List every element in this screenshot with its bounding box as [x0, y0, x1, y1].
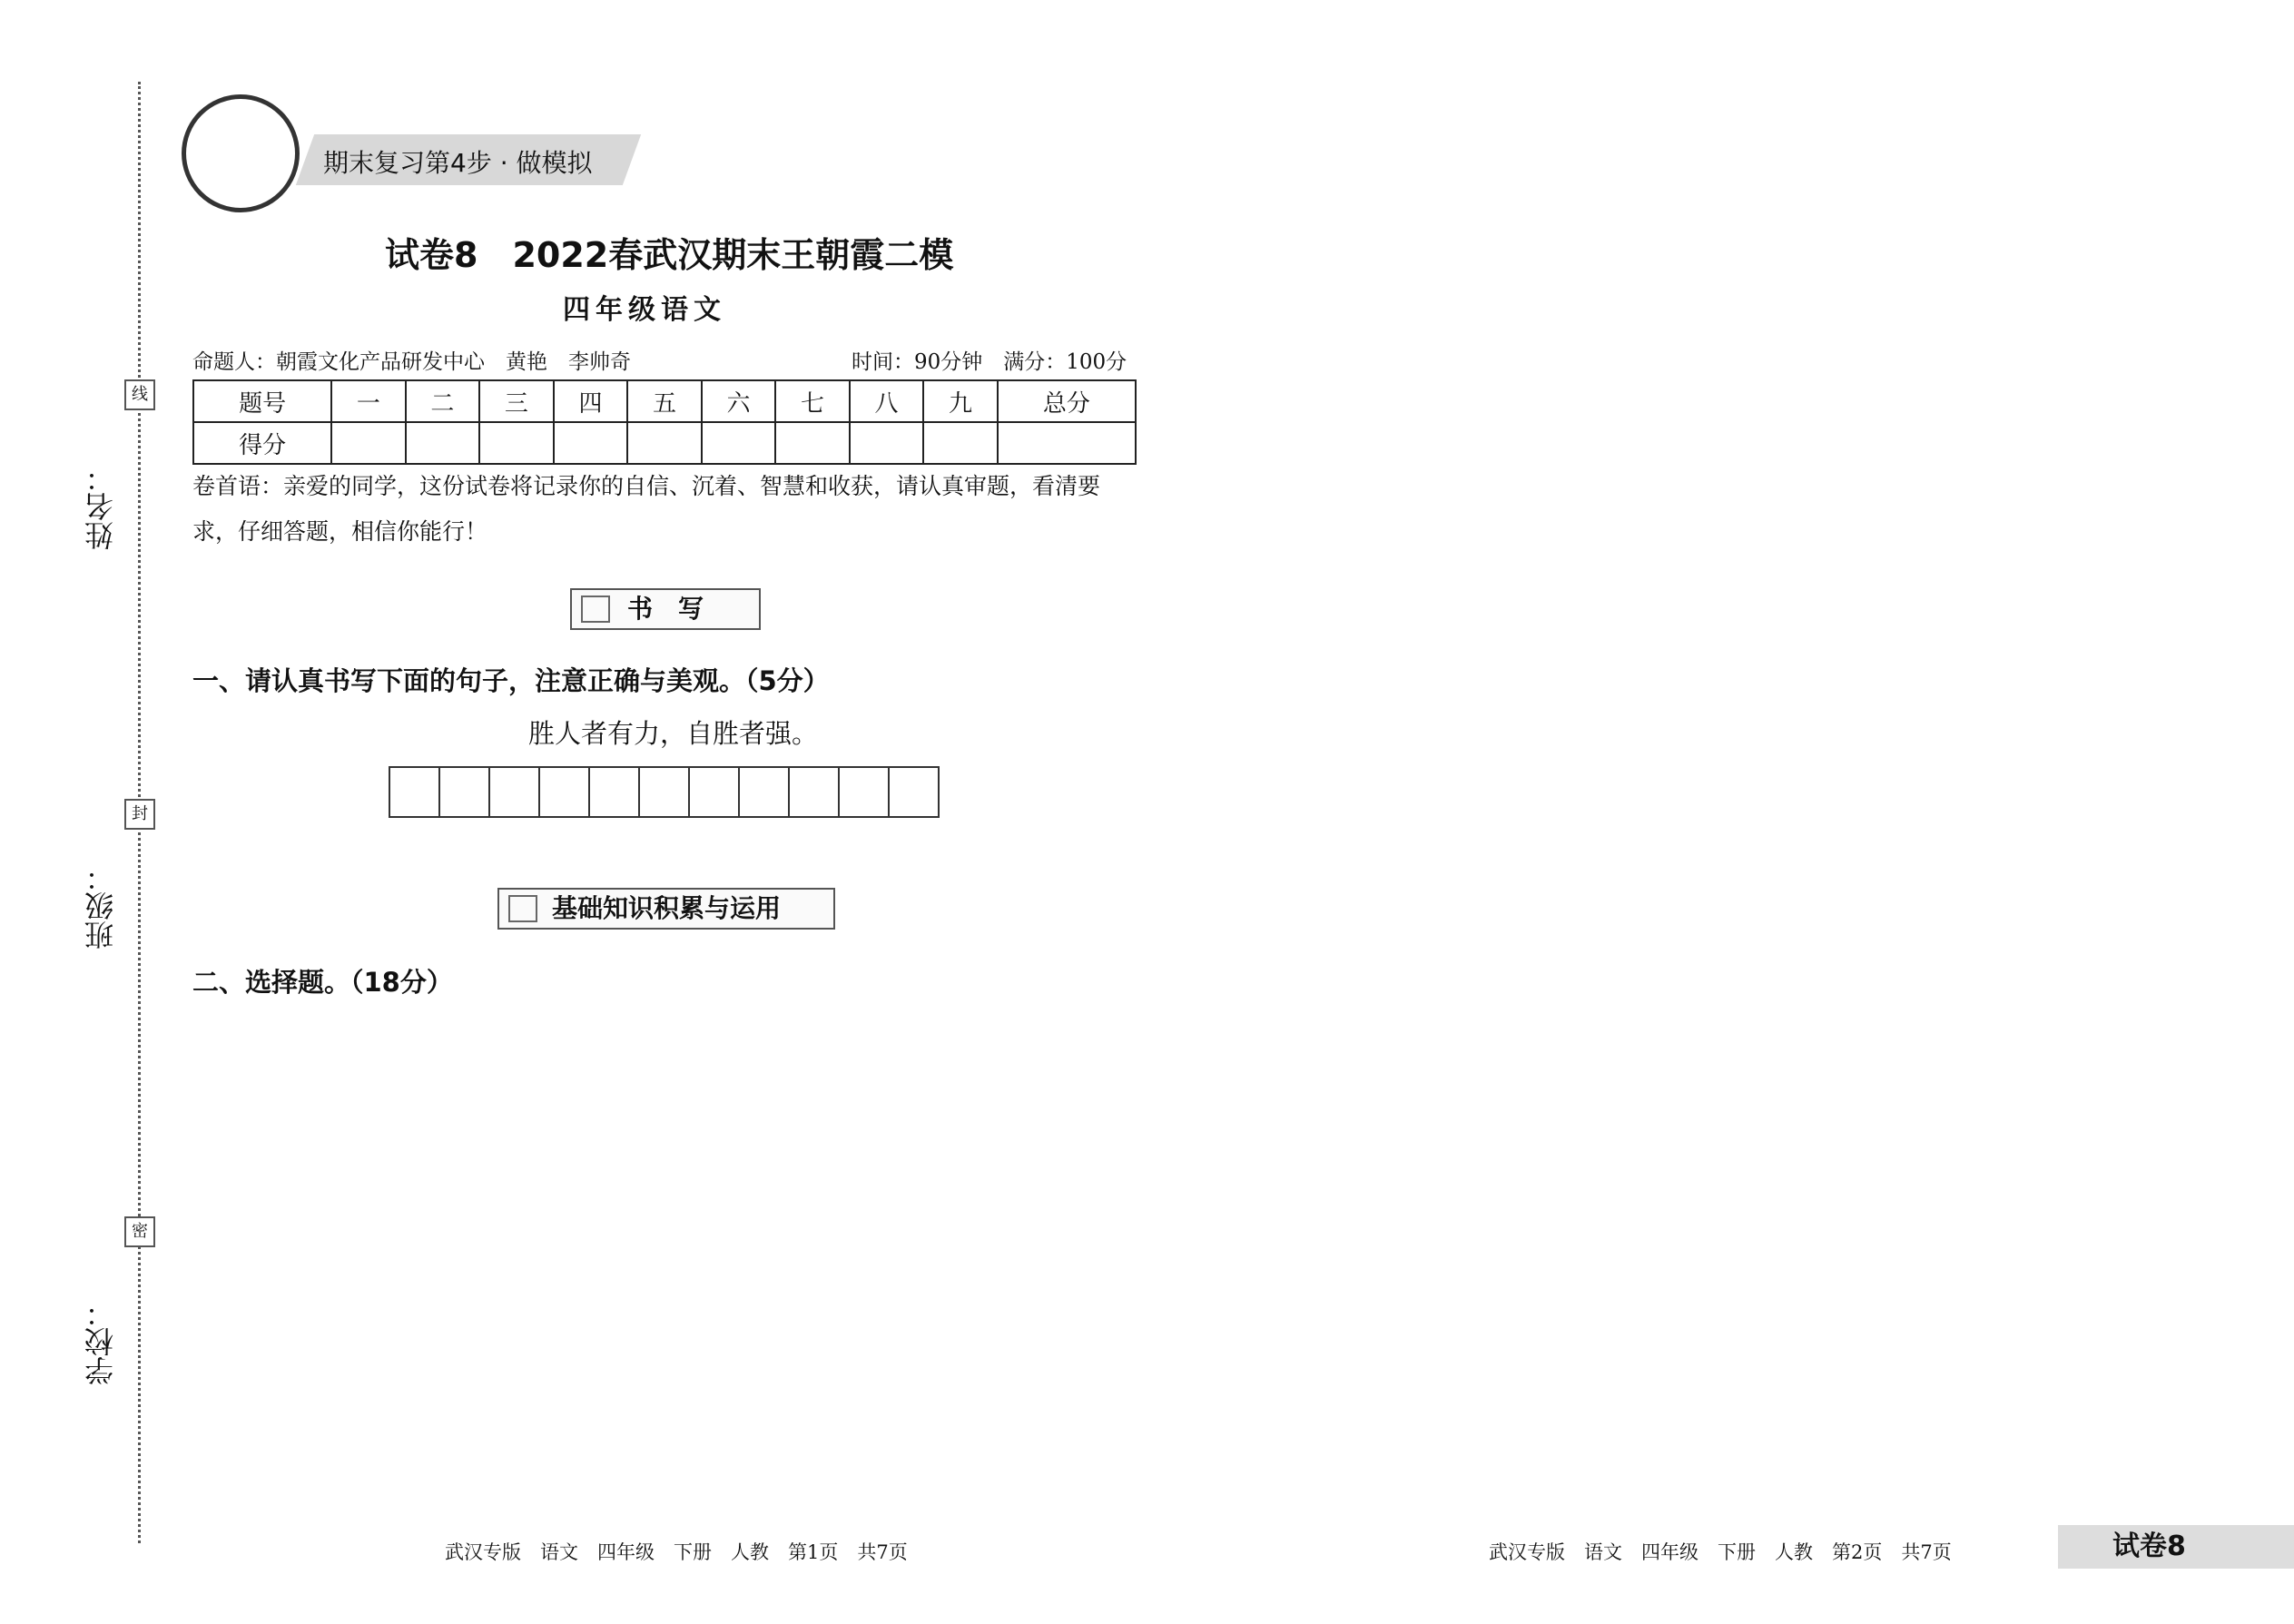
score-table	[192, 379, 1137, 465]
preface-line1: 卷首语：亲爱的同学，这份试卷将记录你的自信、沉着、智慧和收获，请认真审题，看清要	[192, 473, 1101, 499]
score-col: 总分	[998, 380, 1136, 422]
q2-title: 二、选择题。（18分）	[192, 967, 453, 998]
q1-sentence: 胜人者有力，自胜者强。	[528, 718, 819, 749]
score-cell[interactable]	[850, 422, 924, 464]
pen-icon	[581, 595, 610, 623]
score-col: 七	[775, 380, 850, 422]
score-col: 八	[850, 380, 924, 422]
cut-label-mi: 密	[124, 1216, 155, 1247]
page-title: 试卷8 2022春武汉期末王朝霞二模	[385, 235, 954, 275]
brand-logo	[182, 94, 300, 212]
section-writing-label: 书 写	[626, 594, 704, 624]
score-row-label: 得分	[193, 422, 331, 464]
authors-info: 命题人：朝霞文化产品研发中心 黄艳 李帅奇	[192, 350, 631, 374]
score-cell[interactable]	[331, 422, 406, 464]
score-cell[interactable]	[406, 422, 480, 464]
section-basics	[497, 888, 835, 930]
class-label: 班级：	[84, 862, 118, 950]
score-col: 五	[627, 380, 702, 422]
name-label: 姓名：	[84, 463, 118, 550]
footer-left: 武汉专版 语文 四年级 下册 人教 第1页 共7页	[445, 1541, 908, 1563]
footer-right: 武汉专版 语文 四年级 下册 人教 第2页 共7页	[1489, 1541, 1952, 1563]
score-col: 四	[554, 380, 628, 422]
score-cell[interactable]	[554, 422, 628, 464]
score-col: 九	[923, 380, 998, 422]
cut-label-feng: 封	[124, 799, 155, 830]
step-text: 期末复习第4步 · 做模拟	[323, 148, 593, 178]
score-col: 三	[479, 380, 554, 422]
preface-line2: 求，仔细答题，相信你能行！	[192, 518, 488, 545]
score-col: 一	[331, 380, 406, 422]
score-cell[interactable]	[479, 422, 554, 464]
time-info: 时间：90分钟 满分：100分	[852, 350, 1127, 374]
score-cell[interactable]	[627, 422, 702, 464]
school-label: 学校：	[84, 1298, 118, 1385]
score-cell[interactable]	[998, 422, 1136, 464]
score-cell[interactable]	[775, 422, 850, 464]
writing-grid[interactable]	[390, 766, 940, 818]
score-header: 题号	[193, 380, 331, 422]
page-subtitle: 四年级语文	[563, 294, 726, 326]
section-basics-label: 基础知识积累与运用	[551, 893, 781, 923]
book-icon	[508, 895, 537, 922]
score-col: 二	[406, 380, 480, 422]
score-cell[interactable]	[923, 422, 998, 464]
q1-title: 一、请认真书写下面的句子，注意正确与美观。（5分）	[192, 665, 830, 696]
score-col: 六	[702, 380, 776, 422]
cut-label-xian: 线	[124, 379, 155, 410]
paper-tag: 试卷8	[2058, 1525, 2294, 1569]
section-writing	[570, 588, 761, 630]
score-cell[interactable]	[702, 422, 776, 464]
